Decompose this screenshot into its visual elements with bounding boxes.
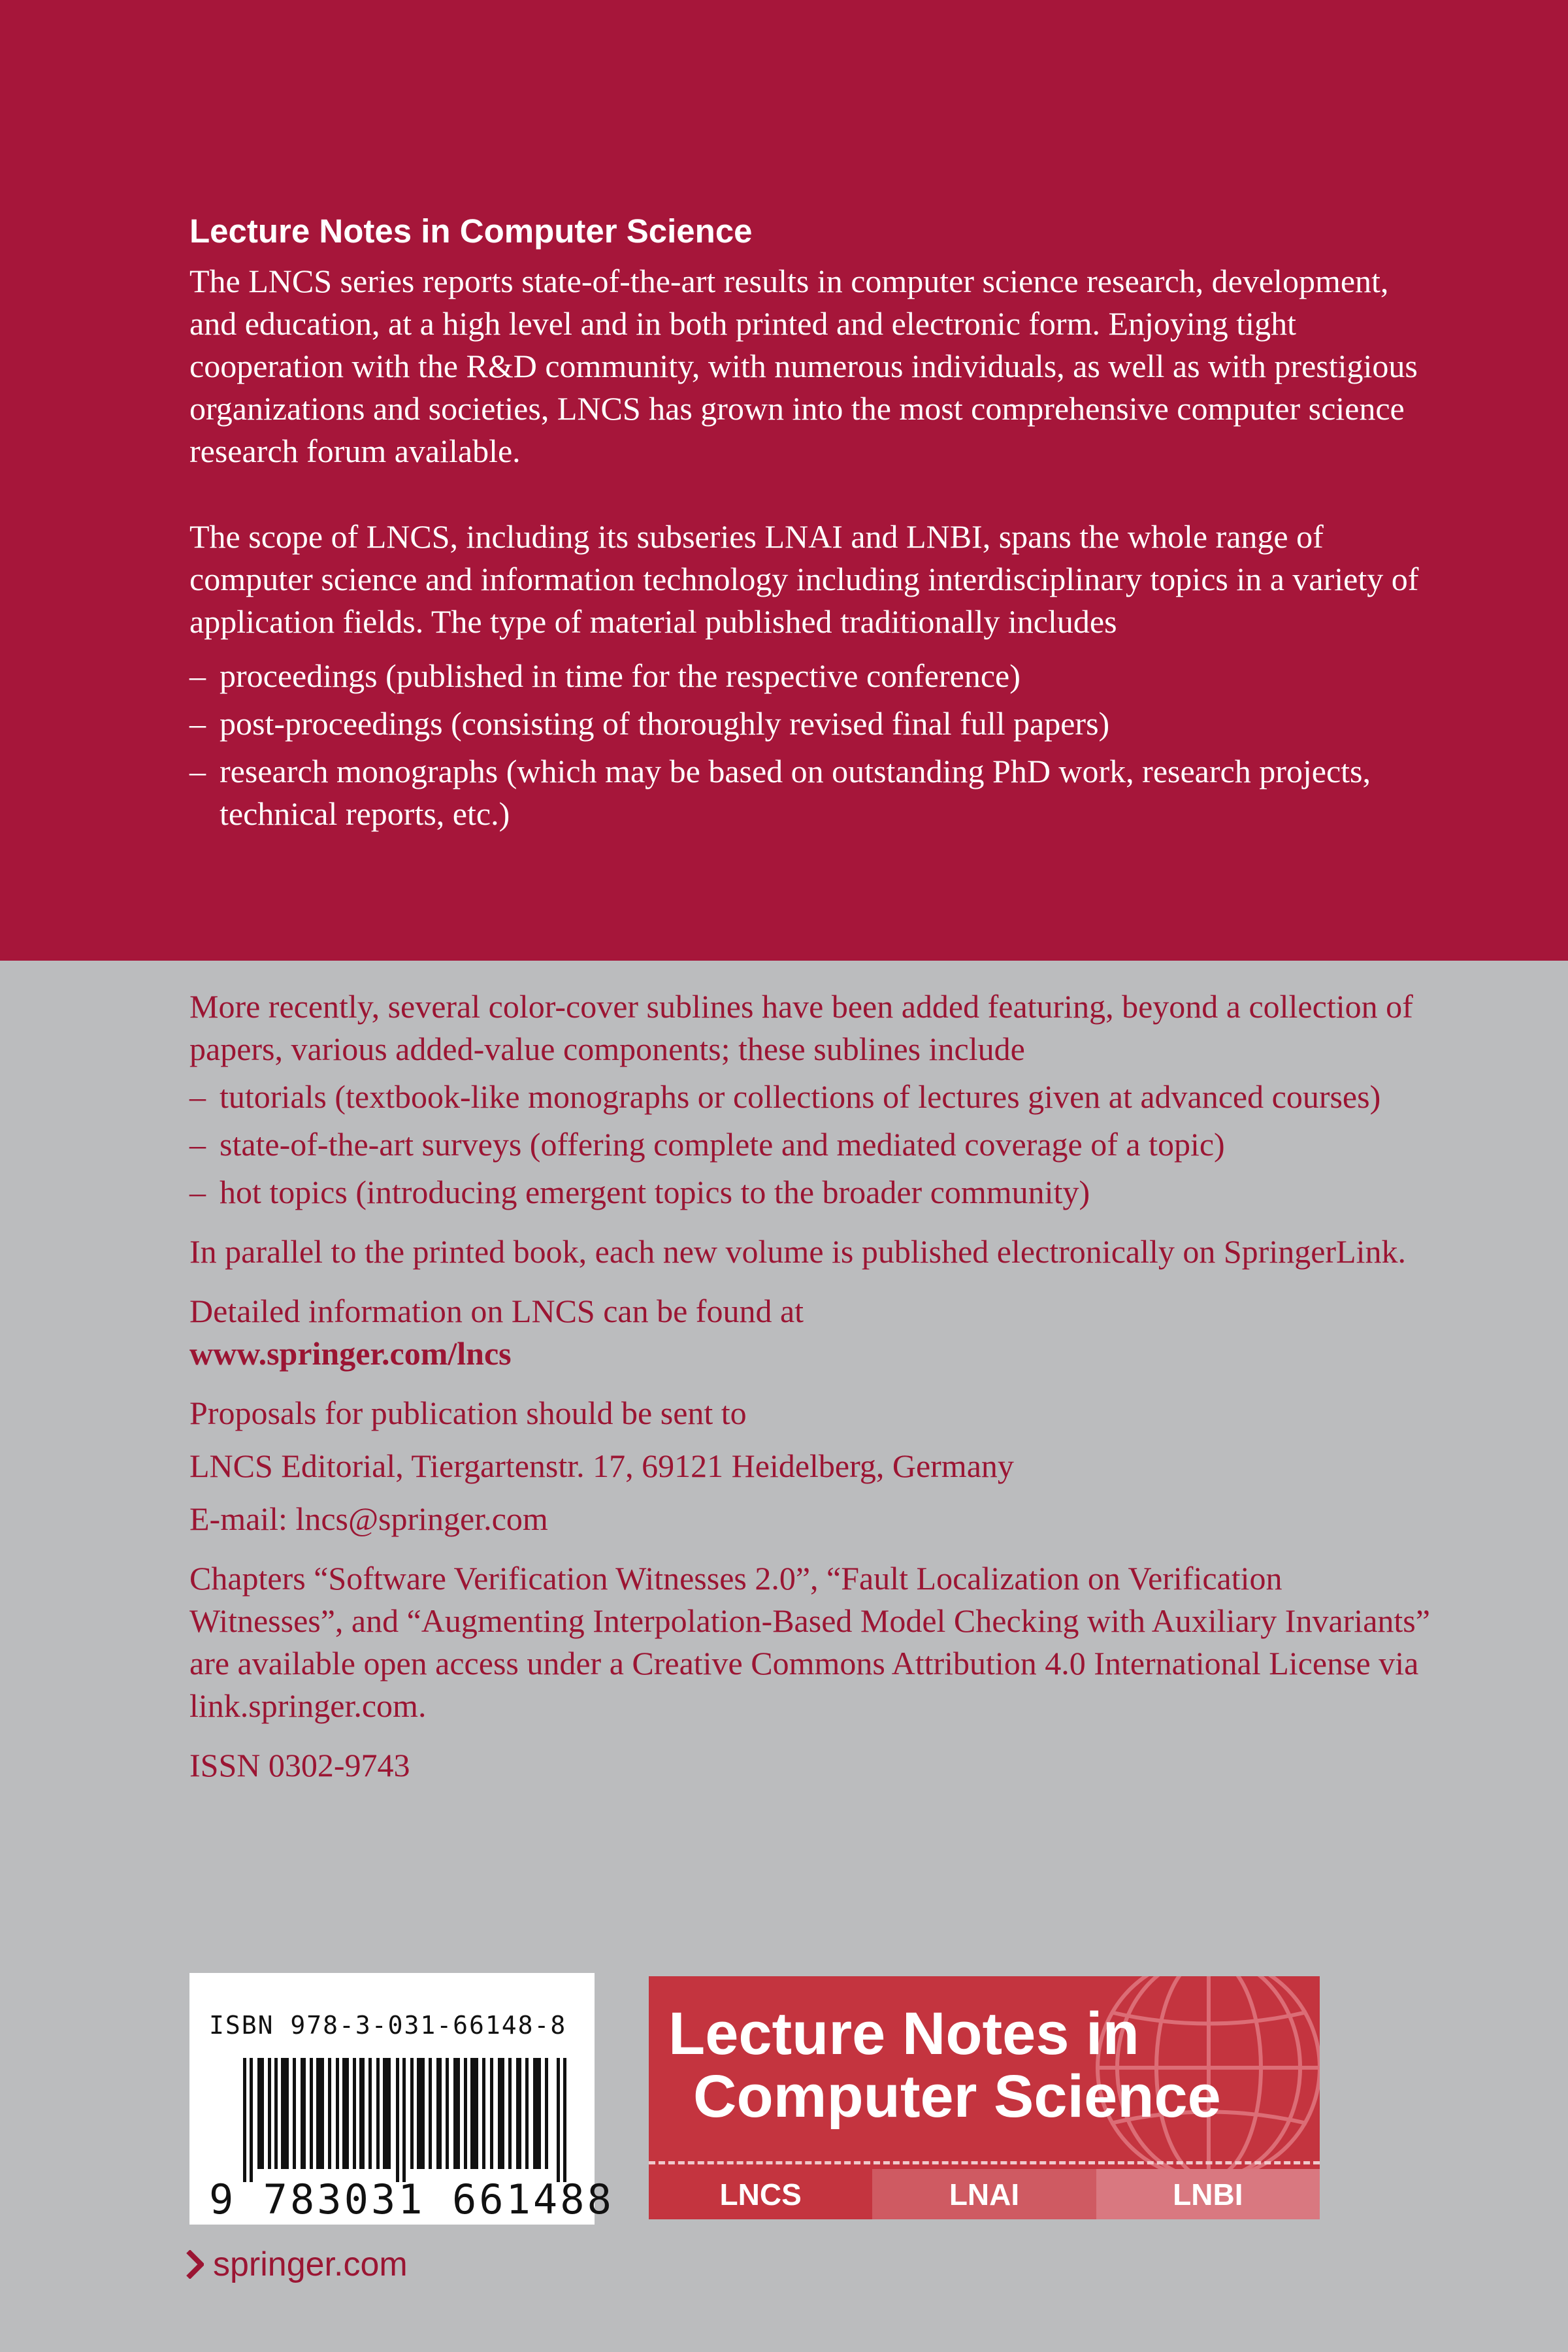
open-access-paragraph: Chapters “Software Verification Witnesses 2.0”, “Fault Localization on Verification Witnesses”, and “Augmenting Interpolation-Based Model Checking with Auxiliary Invariants” are available open access under a Creative Commons Attribution 4.0 International License via link.springer.com. [189,1560,1430,1724]
editorial-address: LNCS Editorial, Tiergartenstr. 17, 69121 Heidelberg, Germany [189,1448,1014,1484]
springerlink-paragraph: In parallel to the printed book, each new volume is published electronically on SpringerLink. [189,1233,1406,1270]
series-title: Lecture Notes in Computer Science [189,212,753,250]
logo-title [668,2002,1309,2128]
list-item: – post-proceedings (consisting of thoroughly revised final full papers) [189,705,1110,742]
list-item: – proceedings (published in time for the respective conference) [189,657,1021,694]
lncs-logo [649,1976,1320,2219]
sublines-paragraph: More recently, several color-cover sublines have been added featuring, beyond a collection of papers, various added-value components; these sublines include [189,988,1413,1067]
isbn-label: ISBN 978-3-031-66148-8 [209,2011,567,2040]
chevron-right-icon [186,2250,204,2279]
logo-tab-lnai: LNAI [872,2169,1096,2219]
springer-link-label: springer.com [213,2245,408,2283]
logo-divider [649,2161,1320,2164]
logo-title-line-1: Lecture Notes in [668,2000,1139,2067]
info-paragraph: Detailed information on LNCS can be found at [189,1293,804,1329]
series-description [189,208,1431,840]
sublines-description [189,986,1431,1787]
series-url[interactable]: www.springer.com/lncs [189,1335,512,1372]
editorial-email[interactable]: E-mail: lncs@springer.com [189,1500,548,1537]
logo-tab-lncs: LNCS [649,2169,872,2219]
logo-tab-lnbi: LNBI [1096,2169,1320,2219]
springer-link[interactable] [186,2245,408,2284]
issn-number: ISSN 0302-9743 [189,1747,410,1783]
logo-subseries [649,2169,1320,2219]
barcode-digits: 9 783031 661488 [209,2176,614,2223]
scope-paragraph: The scope of LNCS, including its subseries LNAI and LNBI, spans the whole range of computer science and information technology including interdisciplinary topics in a variety of application fields. The type of material published traditionally includes [189,518,1419,640]
list-item: – hot topics (introducing emergent topics to the broader community) [189,1174,1090,1210]
isbn-barcode-box [189,1973,614,2225]
list-item: – tutorials (textbook-like monographs or collections of lectures given at advanced courses) [189,1078,1381,1115]
list-item: – research monographs (which may be based on outstanding PhD work, research projects, technical reports, etc.) [189,753,1371,832]
logo-title-line-2: Computer Science [693,2063,1221,2130]
series-intro-paragraph: The LNCS series reports state-of-the-art results in computer science research, development, and education, at a high level and in both printed and electronic form. Enjoying tight cooperation with the R&D community, with numerous individuals, as well as with prestigious organizations and societies, LNCS has grown into the most comprehensive computer science research forum available. [189,263,1418,469]
barcode-icon [243,2058,570,2182]
material-list [189,655,1431,835]
sublines-list [189,1076,1431,1214]
list-item: – state-of-the-art surveys (offering complete and mediated coverage of a topic) [189,1126,1225,1163]
proposals-paragraph: Proposals for publication should be sent to [189,1395,747,1431]
